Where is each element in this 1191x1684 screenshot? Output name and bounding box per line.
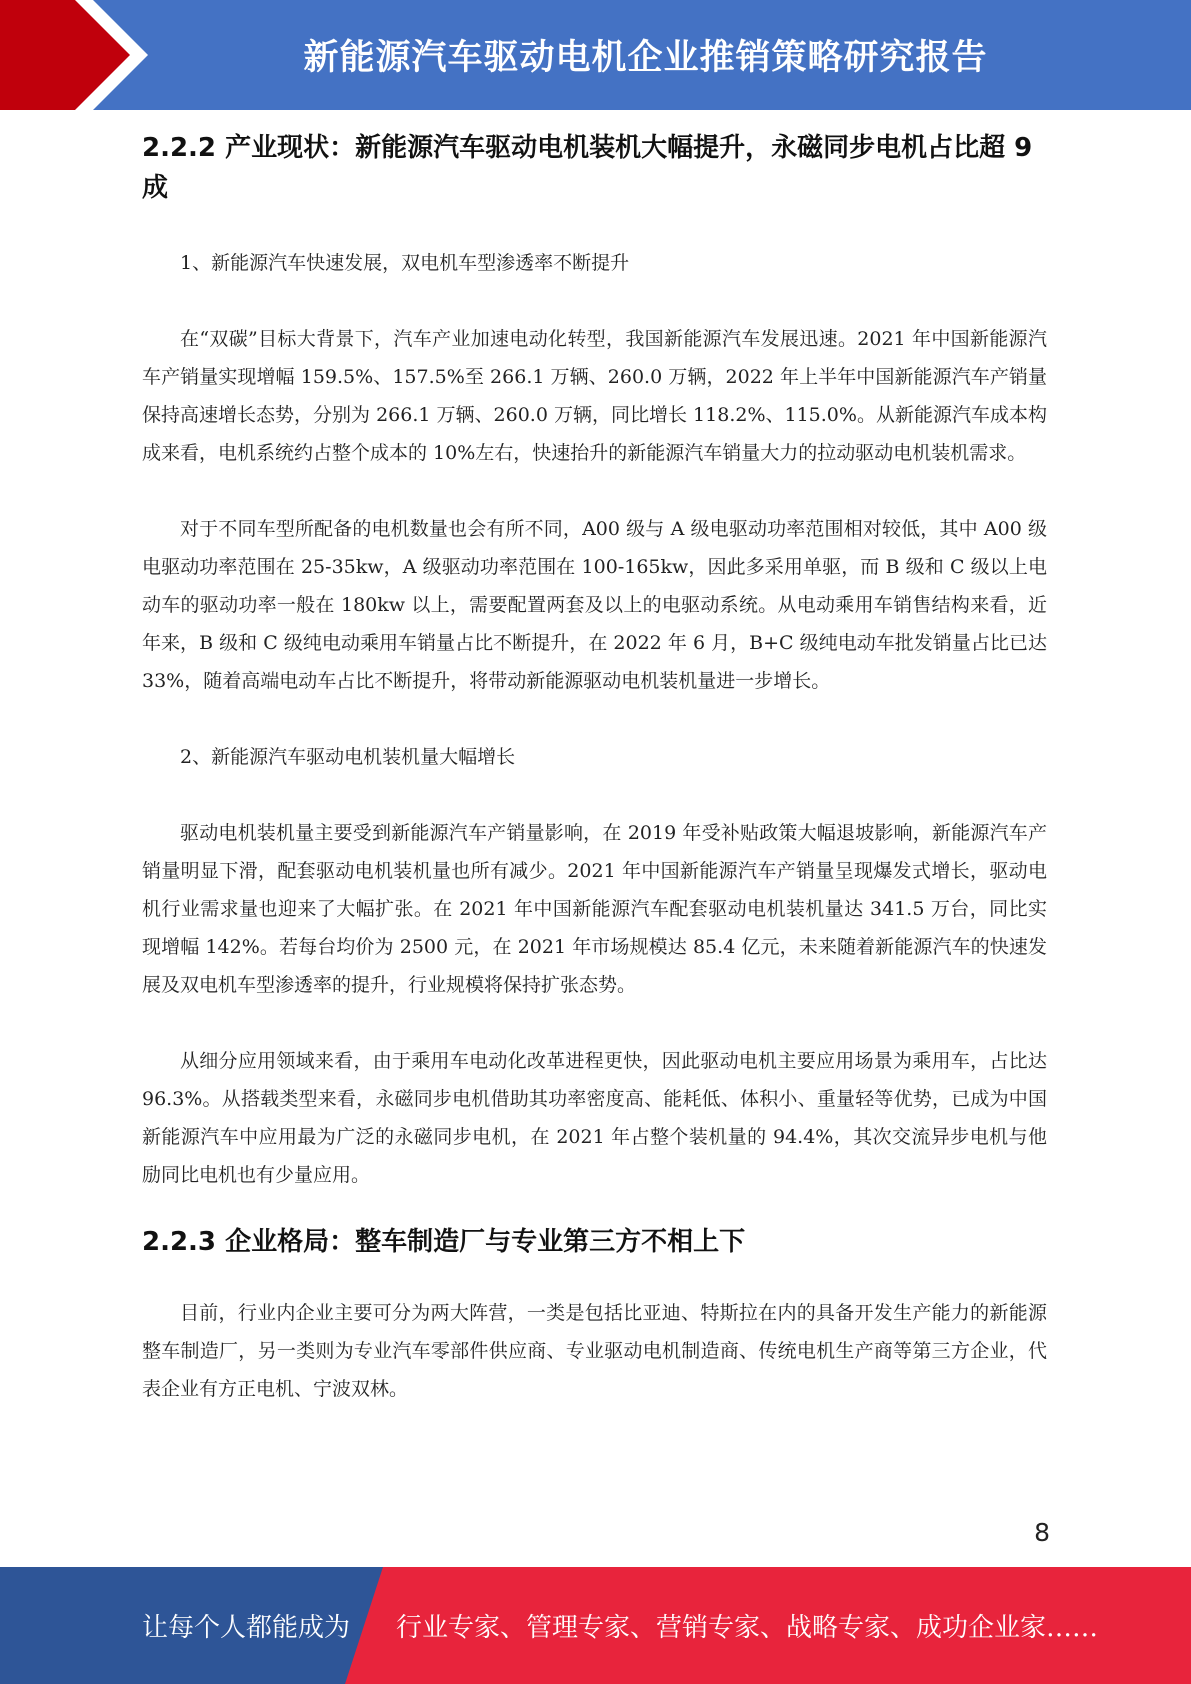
subheading-2: 2、新能源汽车驱动电机装机量大幅增长 [180,746,516,768]
subheading-1: 1、新能源汽车快速发展，双电机车型渗透率不断提升 [180,252,630,274]
footer-slogan-left: 让每个人都能成为 [142,1613,351,1643]
paragraph: 目前，行业内企业主要可分为两大阵营，一类是包括比亚迪、特斯拉在内的具备开发生产能力的新能源整车制造厂，另一类则为专业汽车零部件供应商、专业驱动电机制造商、传统电机生产商等第三方企业，代表企业有方正电机、宁波双林。 [142,1302,1047,1400]
footer-slogan-right: 行业专家、管理专家、营销专家、战略专家、成功企业家…… [396,1613,1099,1643]
page-header [0,0,1191,110]
paragraph: 对于不同车型所配备的电机数量也会有所不同，A00 级与 A 级电驱动功率范围相对较低，其中 A00 级电驱动功率范围在 25-35kw，A 级驱动功率范围在 100-165kw，因此多采用单驱，而 B 级和 C 级以上电动车的驱动功率一般在 180kw 以上，需要配置两套及以上的电驱动系统。从电动乘用车销售结构来看，近年来，B 级和 C 级纯电动乘用车销量占比不断提升，在 2022 年 6 月，B+C 级纯电动车批发销量占比已达 33%，随着高端电动车占比不断提升，将带动新能源驱动电机装机量进一步增长。 [142,518,1047,692]
page-footer [0,1567,1191,1684]
paragraph: 在“双碳”目标大背景下，汽车产业加速电动化转型，我国新能源汽车发展迅速。2021 年中国新能源汽车产销量实现增幅 159.5%、157.5%至 266.1 万辆、260.0 万辆，2022 年上半年中国新能源汽车产销量保持高速增长态势，分别为 266.1 万辆、260.0 万辆，同比增长 118.2%、115.0%。从新能源汽车成本构成来看，电机系统约占整个成本的 10%左右，快速抬升的新能源汽车销量大力的拉动驱动电机装机需求。 [142,328,1047,464]
section-heading-2-2-2: 2.2.2 产业现状：新能源汽车驱动电机装机大幅提升，永磁同步电机占比超 9 成 [142,133,1033,203]
page-content [142,128,1047,1408]
section-heading-2-2-3: 2.2.3 企业格局：整车制造厂与专业第三方不相上下 [142,1227,746,1257]
report-title: 新能源汽车驱动电机企业推销策略研究报告 [303,38,988,78]
paragraph: 驱动电机装机量主要受到新能源汽车产销量影响，在 2019 年受补贴政策大幅退坡影响，新能源汽车产销量明显下滑，配套驱动电机装机量也所有减少。2021 年中国新能源汽车产销量呈现爆发式增长，驱动电机行业需求量也迎来了大幅扩张。在 2021 年中国新能源汽车配套驱动电机装机量达 341.5 万台，同比实现增幅 142%。若每台均价为 2500 元，在 2021 年市场规模达 85.4 亿元，未来随着新能源汽车的快速发展及双电机车型渗透率的提升，行业规模将保持扩张态势。 [142,822,1047,996]
paragraph: 从细分应用领域来看，由于乘用车电动化改革进程更快，因此驱动电机主要应用场景为乘用车，占比达 96.3%。从搭载类型来看，永磁同步电机借助其功率密度高、能耗低、体积小、重量轻等优势，已成为中国新能源汽车中应用最为广泛的永磁同步电机，在 2021 年占整个装机量的 94.4%，其次交流异步电机与他励同比电机也有少量应用。 [142,1050,1047,1186]
page-number: 8 [1034,1518,1050,1547]
